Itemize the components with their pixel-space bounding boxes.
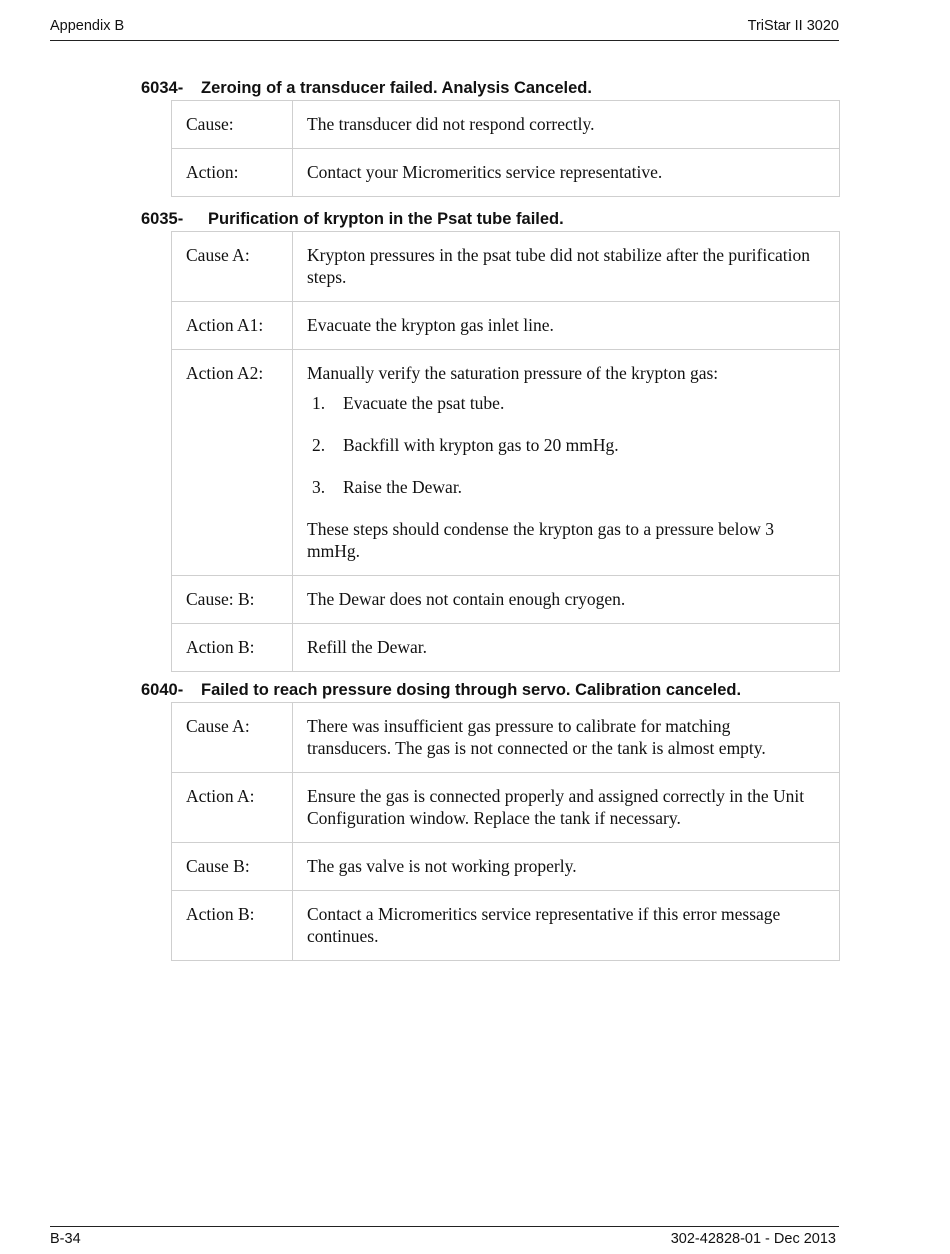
header-product-name: TriStar II 3020 <box>747 18 839 34</box>
row-label: Action A: <box>172 773 293 843</box>
row-text: Refill the Dewar. <box>293 624 840 672</box>
row-text: The gas valve is not working properly. <box>293 843 840 891</box>
error-title: Failed to reach pressure dosing through servo. Calibration canceled. <box>201 681 742 699</box>
step-number: 2. <box>312 435 326 455</box>
error-code: 6034- <box>141 79 184 97</box>
list-item <box>307 392 815 414</box>
row-text: There was insufficient gas pressure to calibrate for matching transducers. The gas is not connected or the tank is almost empty. <box>293 703 840 773</box>
step-text: Evacuate the psat tube. <box>343 393 505 413</box>
row-text: Contact your Micromeritics service representative. <box>293 149 840 197</box>
row-text: The transducer did not respond correctly. <box>293 101 840 149</box>
page-number: B-34 <box>50 1231 81 1247</box>
step-number: 1. <box>312 393 326 413</box>
row-label: Cause: <box>172 101 293 149</box>
row-label: Action A2: <box>172 350 293 576</box>
error-6034-heading <box>141 79 592 98</box>
error-code: 6035- <box>141 210 184 228</box>
header-section-label: Appendix B <box>50 18 125 34</box>
list-item <box>307 476 815 498</box>
step-text: Backfill with krypton gas to 20 mmHg. <box>343 435 619 455</box>
table-row <box>172 302 840 350</box>
table-row <box>172 576 840 624</box>
table-row <box>172 232 840 302</box>
row-text: Contact a Micromeritics service representative if this error message continues. <box>293 891 840 961</box>
page-footer <box>50 1226 839 1247</box>
table-row <box>172 101 840 149</box>
step-list <box>307 392 815 498</box>
error-6040-table <box>171 702 840 961</box>
error-6035-table <box>171 231 840 672</box>
row-label: Cause B: <box>172 843 293 891</box>
table-row <box>172 624 840 672</box>
row-text: Ensure the gas is connected properly and assigned correctly in the Unit Configuration window. Replace the tank if necessary. <box>293 773 840 843</box>
document-id: 302-42828-01 - Dec 2013 <box>670 1231 836 1247</box>
row-label: Action B: <box>172 624 293 672</box>
step-number: 3. <box>312 477 326 497</box>
row-text: The Dewar does not contain enough cryogen. <box>293 576 840 624</box>
error-title: Purification of krypton in the Psat tube failed. <box>208 210 564 228</box>
row-label: Action A1: <box>172 302 293 350</box>
table-row <box>172 350 840 576</box>
row-content <box>293 350 840 576</box>
step-note: These steps should condense the krypton gas to a pressure below 3 mmHg. <box>307 519 775 561</box>
table-row <box>172 843 840 891</box>
error-6034-table <box>171 100 840 197</box>
error-title: Zeroing of a transducer failed. Analysis Canceled. <box>201 79 592 97</box>
row-text: Krypton pressures in the psat tube did not stabilize after the purification steps. <box>293 232 840 302</box>
row-label: Cause A: <box>172 232 293 302</box>
row-label: Action: <box>172 149 293 197</box>
table-row <box>172 891 840 961</box>
step-text: Raise the Dewar. <box>343 477 463 497</box>
table-row <box>172 149 840 197</box>
error-code: 6040- <box>141 681 184 699</box>
row-label: Cause A: <box>172 703 293 773</box>
row-label: Action B: <box>172 891 293 961</box>
error-6035-heading <box>141 210 564 229</box>
row-text: Manually verify the saturation pressure of the krypton gas: <box>307 363 719 383</box>
page-header <box>50 18 839 41</box>
table-row <box>172 703 840 773</box>
row-text: Evacuate the krypton gas inlet line. <box>293 302 840 350</box>
table-row <box>172 773 840 843</box>
row-label: Cause: B: <box>172 576 293 624</box>
error-6040-heading <box>141 681 741 700</box>
list-item <box>307 434 815 456</box>
